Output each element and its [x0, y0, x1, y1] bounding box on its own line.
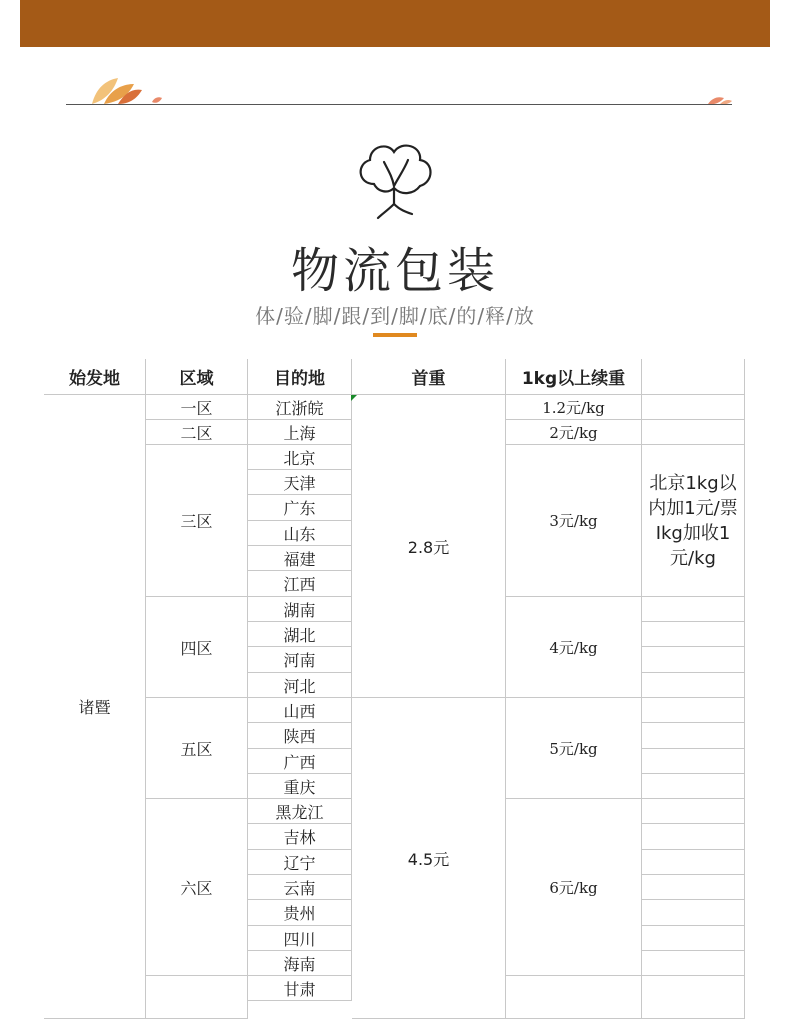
note-cell [642, 597, 745, 622]
destination-cell: 甘肃 [248, 976, 352, 1001]
destination-cell: 贵州 [248, 900, 352, 926]
header-zone: 区域 [146, 359, 248, 395]
destination-cell: 江浙皖 [248, 395, 352, 420]
header-divider [66, 104, 732, 105]
zone-cell: 六区 [146, 799, 248, 976]
cotton-flower-icon [352, 140, 438, 220]
note-cell [642, 926, 745, 951]
note-cell [642, 875, 745, 900]
note-cell [642, 622, 745, 647]
header-origin: 始发地 [44, 359, 146, 395]
note-cell [642, 420, 745, 445]
destination-cell: 海南 [248, 951, 352, 976]
cell-comment-marker [351, 395, 357, 401]
note-cell [642, 774, 745, 799]
header-notes [642, 359, 745, 395]
destination-cell: 湖北 [248, 622, 352, 647]
zone-cell: 一区 [146, 395, 248, 420]
destination-cell: 广西 [248, 749, 352, 774]
destination-cell: 湖南 [248, 597, 352, 622]
title-accent-line [373, 333, 417, 337]
extra-weight-cell: 6元/kg [506, 799, 642, 976]
destination-cell: 福建 [248, 546, 352, 571]
zone-cell: 四区 [146, 597, 248, 698]
destination-cell: 云南 [248, 875, 352, 900]
header-destination: 目的地 [248, 359, 352, 395]
zone-cell: 二区 [146, 420, 248, 445]
note-cell [642, 698, 745, 723]
extra-weight-cell: 3元/kg [506, 445, 642, 597]
note-cell [642, 951, 745, 976]
page-title: 物流包装 [290, 243, 499, 299]
first-weight-cell: 4.5元 [352, 698, 506, 1019]
extra-weight-cell: 2元/kg [506, 420, 642, 445]
shipping-rate-table [44, 359, 745, 1019]
origin-cell: 诸暨 [44, 395, 146, 1019]
zone-cell: 五区 [146, 698, 248, 799]
destination-cell: 河南 [248, 647, 352, 673]
destination-cell: 四川 [248, 926, 352, 951]
destination-cell: 上海 [248, 420, 352, 445]
destination-cell: 河北 [248, 673, 352, 698]
autumn-leaves-icon [88, 74, 168, 108]
note-cell [642, 749, 745, 774]
extra-weight-cell: 5元/kg [506, 698, 642, 799]
destination-cell: 黑龙江 [248, 799, 352, 824]
destination-cell: 天津 [248, 470, 352, 495]
header-extra-weight: 1kg以上续重 [506, 359, 642, 395]
note-cell [642, 673, 745, 698]
note-cell [642, 850, 745, 875]
note-cell [642, 824, 745, 850]
destination-cell: 辽宁 [248, 850, 352, 875]
zone-cell [146, 976, 248, 1019]
note-cell [642, 799, 745, 824]
note-cell [642, 723, 745, 749]
beijing-surcharge-note: 北京1kg以内加1元/票Ikg加收1元/kg [642, 445, 745, 597]
note-cell [642, 976, 745, 1019]
extra-weight-cell: 4元/kg [506, 597, 642, 698]
first-weight-cell: 2.8元 [352, 395, 506, 698]
note-cell [642, 647, 745, 673]
destination-cell: 北京 [248, 445, 352, 470]
destination-cell: 山西 [248, 698, 352, 723]
note-cell [642, 900, 745, 926]
destination-cell: 山东 [248, 521, 352, 546]
destination-cell: 江西 [248, 571, 352, 597]
destination-cell: 吉林 [248, 824, 352, 850]
page-subtitle: 体/验/脚/跟/到/脚/底/的/释/放 [255, 304, 535, 328]
top-banner [20, 0, 770, 47]
destination-cell: 重庆 [248, 774, 352, 799]
destination-cell: 陕西 [248, 723, 352, 749]
destination-cell: 广东 [248, 495, 352, 521]
header-first-weight: 首重 [352, 359, 506, 395]
zone-cell: 三区 [146, 445, 248, 597]
extra-weight-cell [506, 976, 642, 1019]
extra-weight-cell: 1.2元/kg [506, 395, 642, 420]
note-cell [642, 395, 745, 420]
